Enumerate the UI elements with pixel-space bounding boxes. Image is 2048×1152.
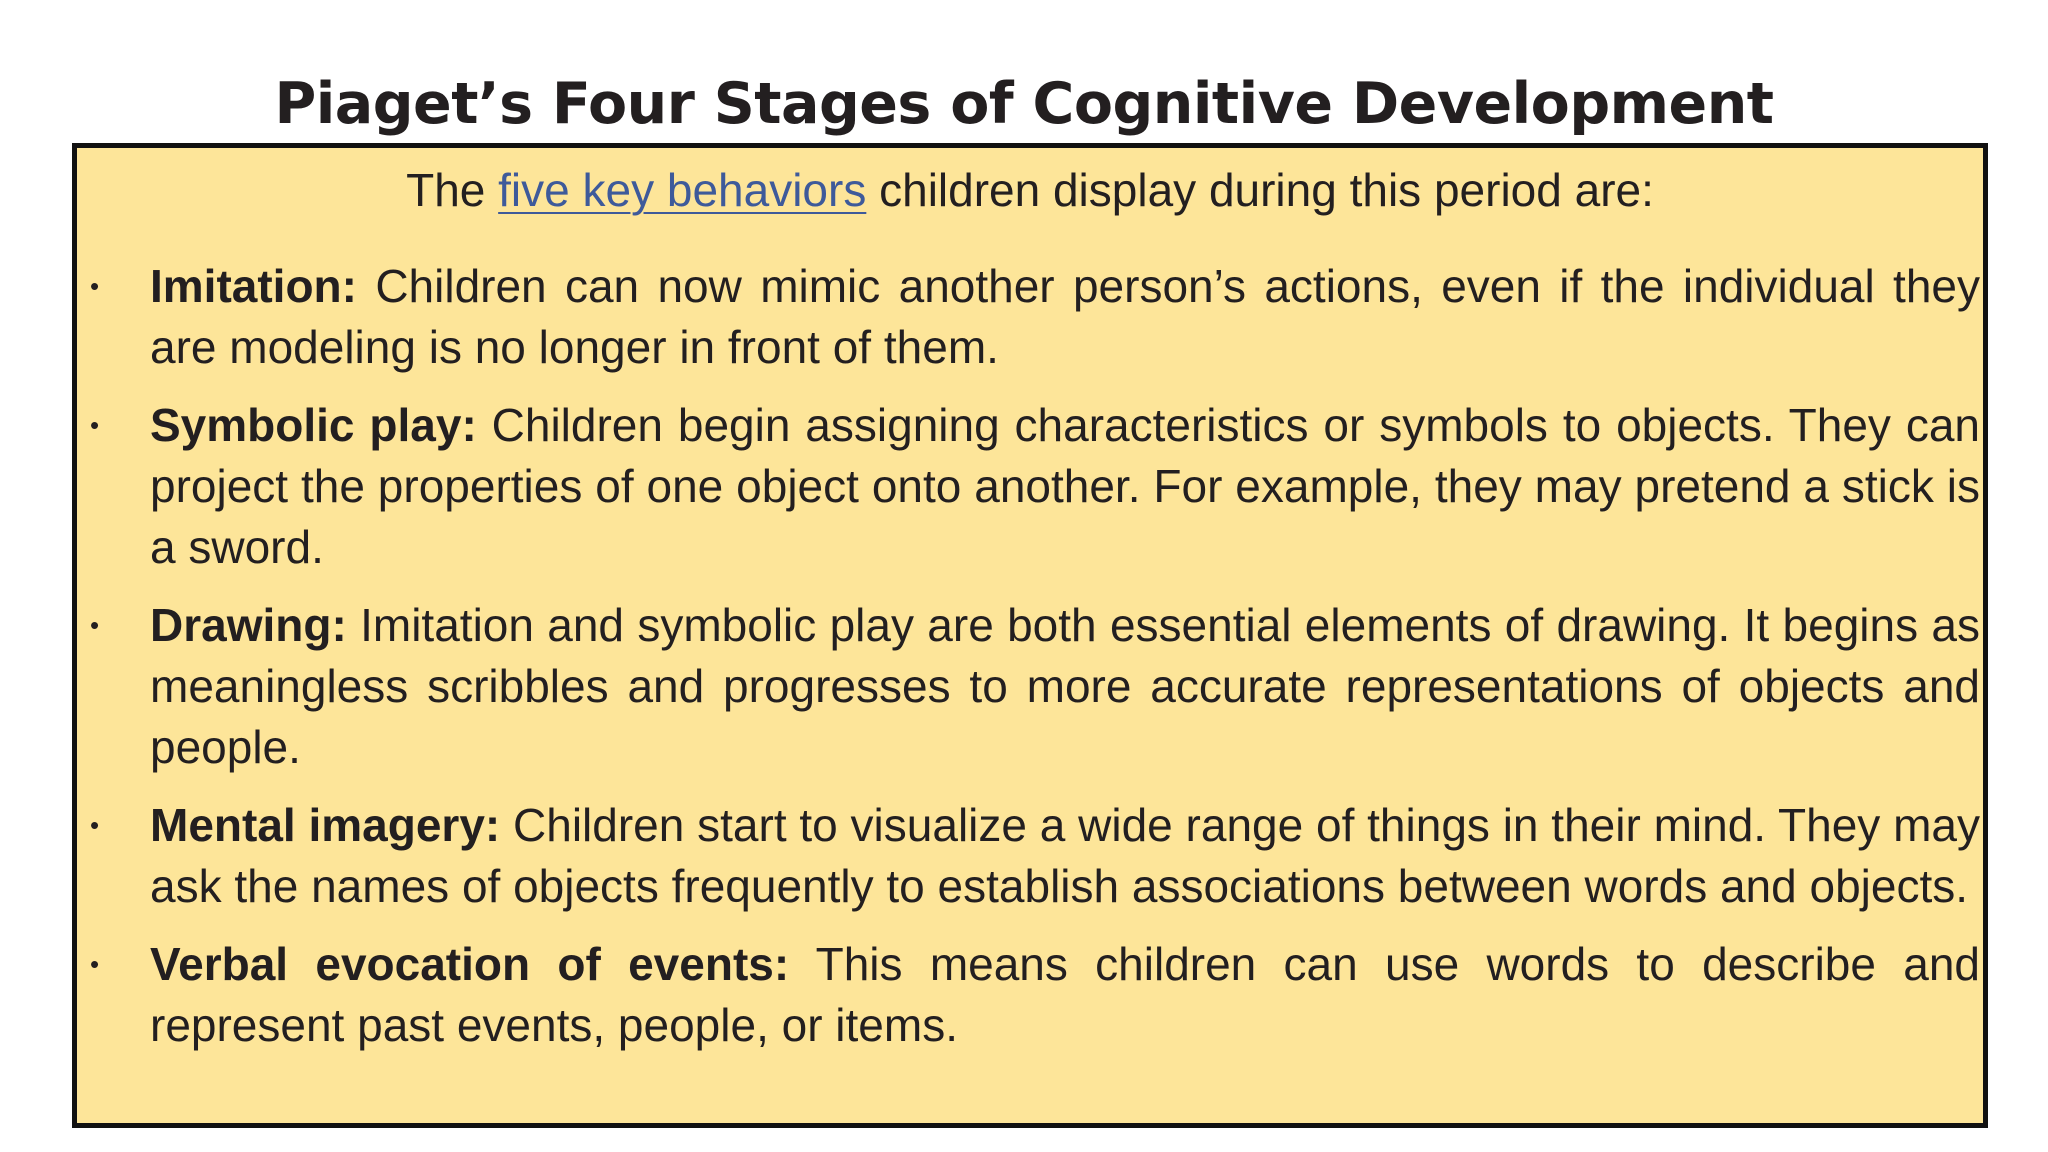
behavior-description: Children can now mimic another person’s actions, even if the individual they are modeling is no longer in front of them.: [150, 260, 1980, 373]
behaviors-list: [90, 256, 1980, 1073]
bullet-icon: •: [90, 810, 100, 840]
behavior-drawing: [90, 595, 1980, 778]
behavior-description: Imitation and symbolic play are both essential elements of drawing. It begins as meaningless scribbles and progresses to more accurate representations of objects and people.: [150, 599, 1980, 773]
bullet-icon: •: [90, 271, 100, 301]
behavior-term: Imitation:: [150, 260, 357, 312]
behavior-imitation: [90, 256, 1980, 378]
intro-text-before: The: [406, 164, 499, 216]
bullet-icon: •: [90, 410, 100, 440]
intro-sentence: [77, 160, 1983, 220]
behavior-description: Children start to visualize a wide range of things in their mind. They may ask the names of objects frequently to establish associations between words and objects.: [150, 799, 1980, 912]
behavior-term: Verbal evocation of events:: [150, 938, 790, 990]
behavior-description: This means children can use words to describe and represent past events, people, or items.: [150, 938, 1980, 1051]
content-box: [72, 143, 1988, 1128]
behavior-verbal-evocation: [90, 934, 1980, 1056]
behavior-term: Mental imagery:: [150, 799, 501, 851]
behavior-description: Children begin assigning characteristics or symbols to objects. They can project the properties of one object onto another. For example, they may pretend a stick is a sword.: [150, 399, 1980, 573]
behavior-term: Drawing:: [150, 599, 347, 651]
slide-title: Piaget’s Four Stages of Cognitive Development: [274, 71, 1774, 137]
behavior-mental-imagery: [90, 795, 1980, 917]
behavior-symbolic-play: [90, 395, 1980, 578]
bullet-icon: •: [90, 610, 100, 640]
behavior-term: Symbolic play:: [150, 399, 477, 451]
intro-text-after: children display during this period are:: [866, 164, 1654, 216]
bullet-icon: •: [90, 949, 100, 979]
five-key-behaviors-link[interactable]: five key behaviors: [498, 164, 867, 216]
